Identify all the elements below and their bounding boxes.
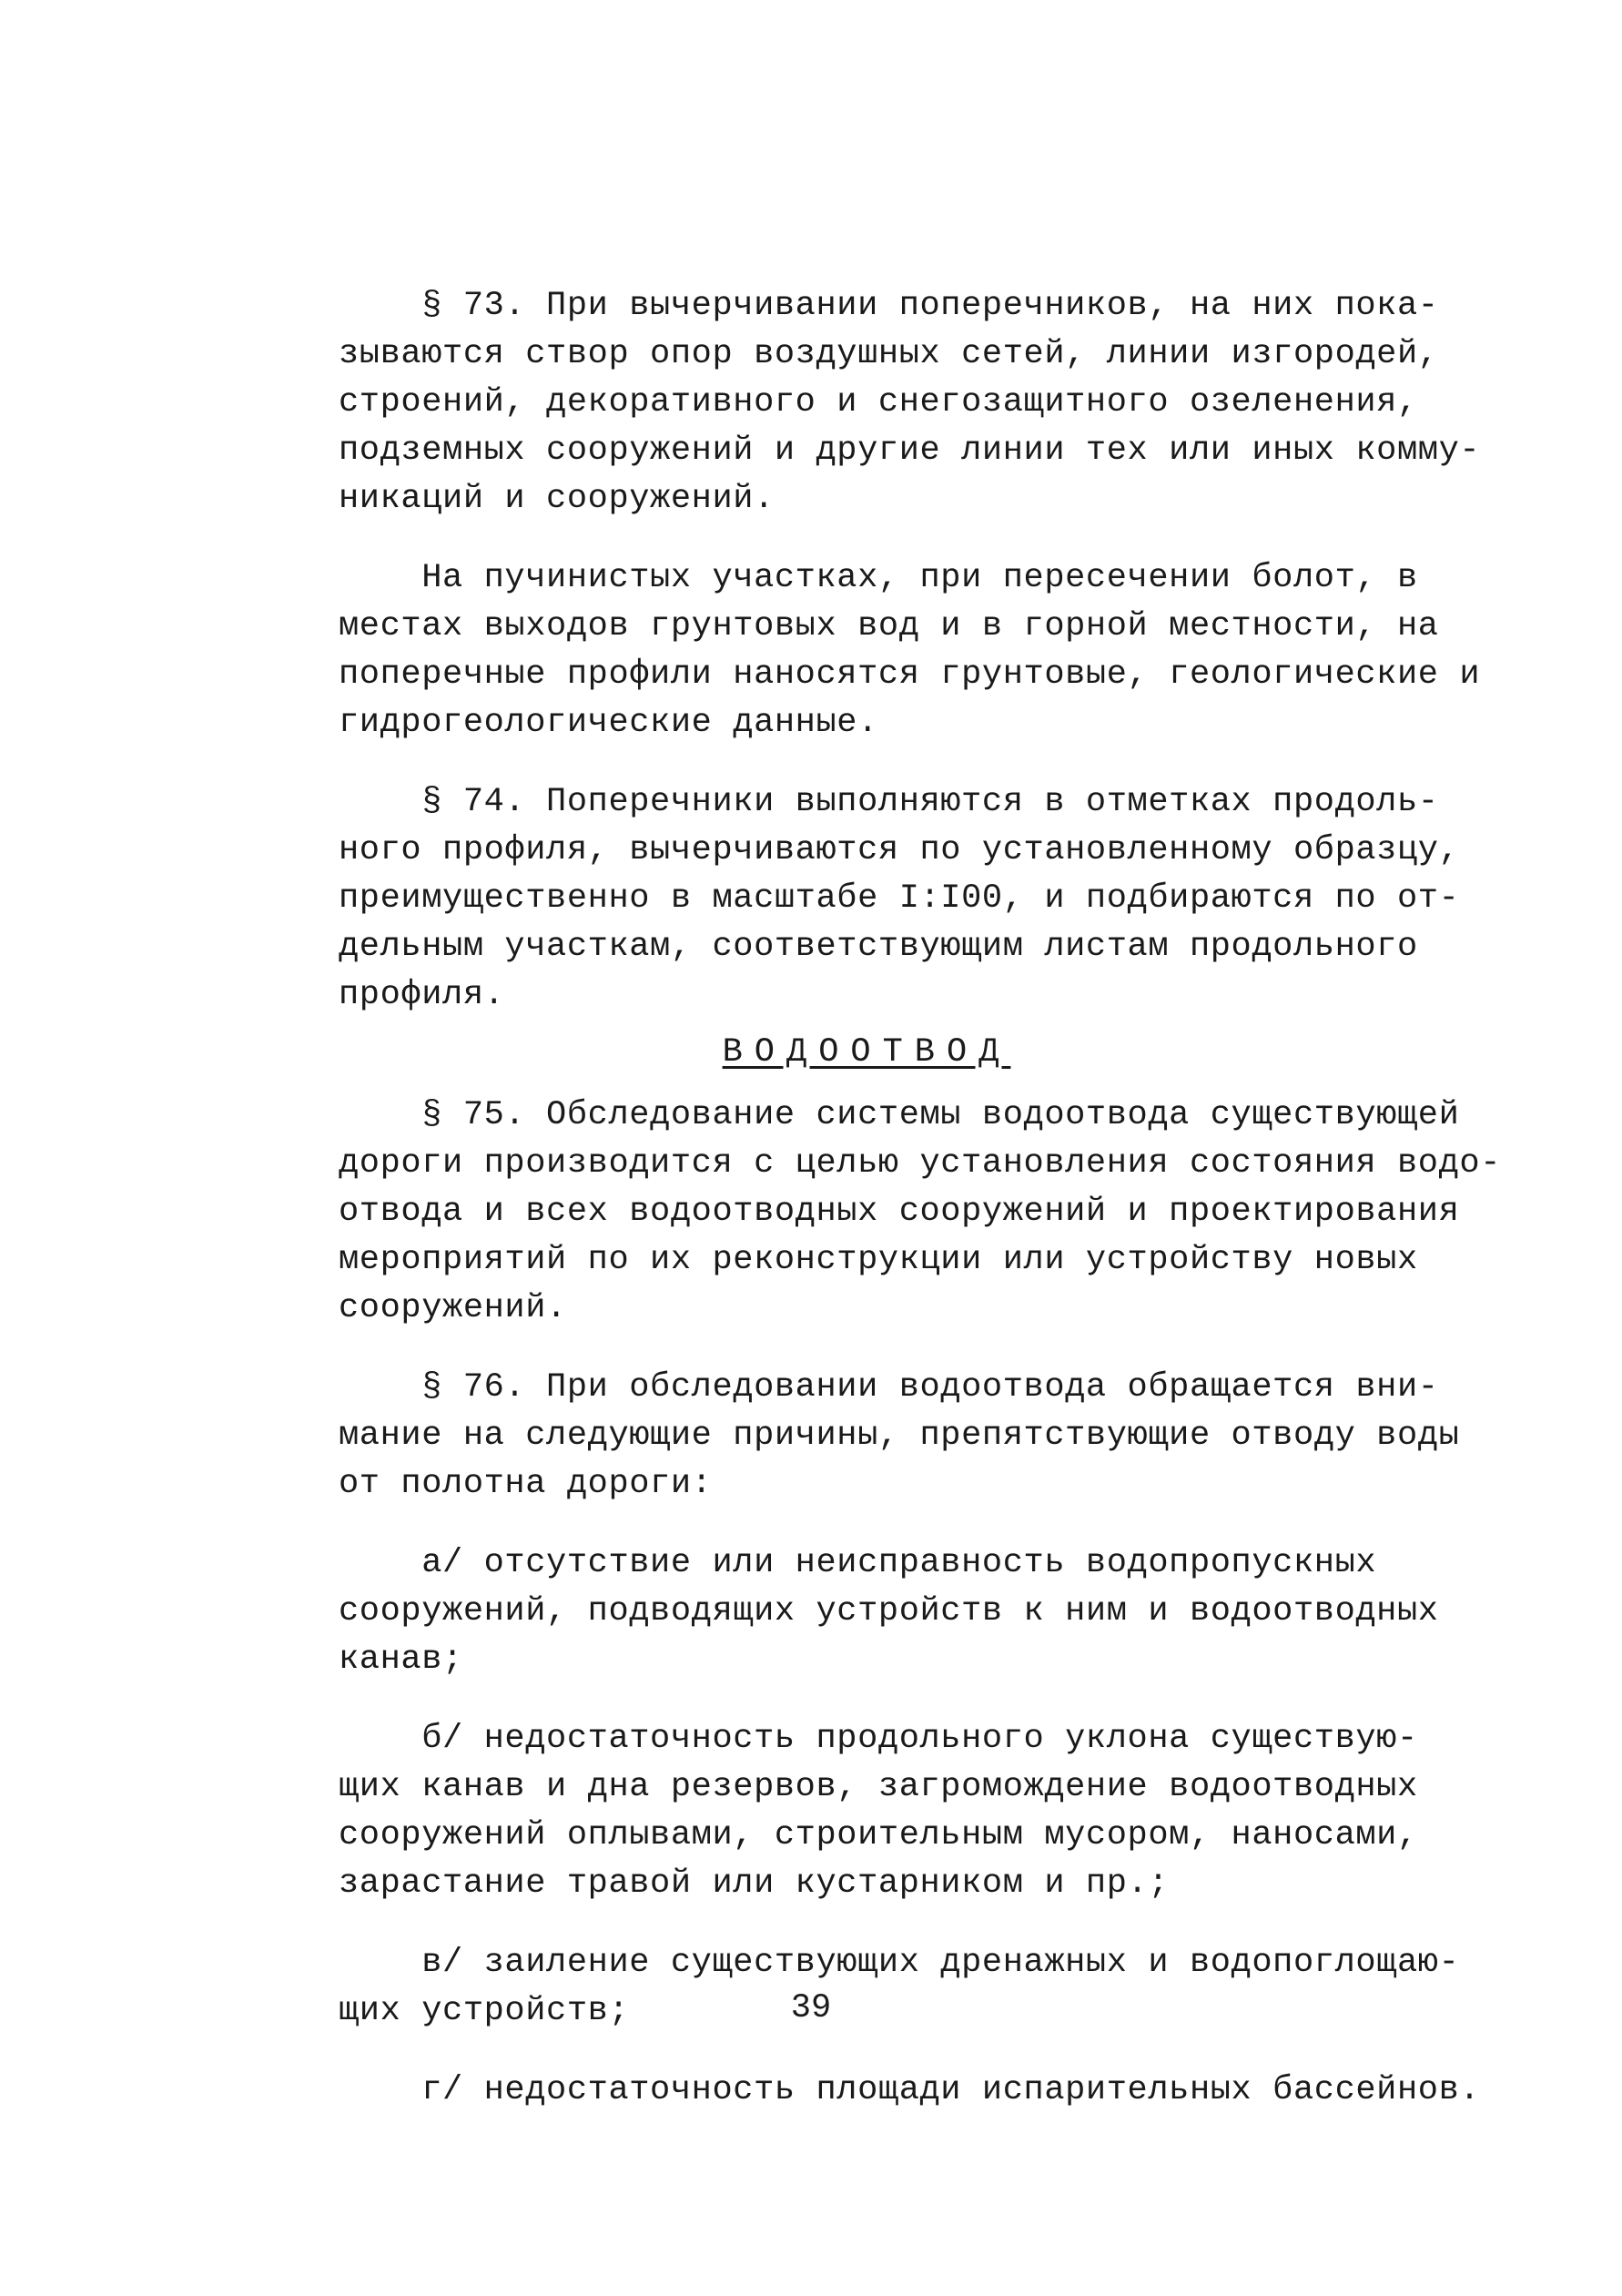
body-text xyxy=(339,282,1502,2146)
text-line: гидрогеологические данные. xyxy=(339,704,878,742)
text-line: зарастание травой или кустарником и пр.; xyxy=(339,1864,1170,1903)
paragraph xyxy=(339,1364,1460,1509)
text-line: подземных сооружений и другие линии тех или иных комму- xyxy=(339,432,1481,470)
paragraph xyxy=(339,282,1481,523)
text-line: сооружений, подводящих устройств к ним и водоотводных xyxy=(339,1592,1439,1631)
text-line: § 75. Обследование системы водоотвода существующей xyxy=(339,1096,1460,1134)
text-line: поперечные профили наносятся грунтовые, геологические и xyxy=(339,655,1481,694)
text-line: На пучинистых участках, при пересечении болот, в xyxy=(339,559,1418,597)
text-line: сооружений оплывами, строительным мусором, наносами, xyxy=(339,1816,1418,1854)
text-line: от полотна дороги: xyxy=(339,1465,713,1503)
paragraph xyxy=(339,2067,1481,2115)
text-line: а/ отсутствие или неисправность водопропускных xyxy=(339,1544,1377,1582)
text-line: сооружений. xyxy=(339,1289,567,1327)
paragraph xyxy=(339,1539,1439,1684)
text-line: щих канав и дна резервов, загромождение водоотводных xyxy=(339,1768,1418,1806)
text-line: никаций и сооружений. xyxy=(339,480,775,518)
text-line: § 76. При обследовании водоотвода обращается вни- xyxy=(339,1368,1439,1407)
text-line: отвода и всех водоотводных сооружений и проектирования xyxy=(339,1193,1460,1231)
text-line: зываются створ опор воздушных сетей, линии изгородей, xyxy=(339,335,1439,373)
text-line: канав; xyxy=(339,1641,463,1679)
page-number: 39 xyxy=(790,1989,832,2027)
text-line: г/ недостаточность площади испарительных бассейнов. xyxy=(339,2071,1481,2109)
text-line: § 74. Поперечники выполняются в отметках продоль- xyxy=(339,783,1439,821)
text-line: ного профиля, вычерчиваются по установленному образцу, xyxy=(339,831,1460,869)
paragraph xyxy=(339,1715,1418,1908)
text-line: § 73. При вычерчивании поперечников, на них пока- xyxy=(339,287,1439,325)
paragraph xyxy=(339,778,1460,1020)
text-line: преимущественно в масштабе I:I00, и подбираются по от- xyxy=(339,879,1460,918)
text-line: щих устройств; xyxy=(339,1992,630,2030)
text-line: дороги производится с целью установления состояния водо- xyxy=(339,1144,1502,1183)
text-line: профиля. xyxy=(339,976,505,1014)
text-line: строений, декоративного и снегозащитного озеленения, xyxy=(339,383,1418,422)
section-before-heading xyxy=(339,282,1481,1020)
text-line: мание на следующие причины, препятствующие отводу воды xyxy=(339,1417,1460,1455)
text-line: б/ недостаточность продольного уклона существую- xyxy=(339,1720,1418,1758)
paragraph xyxy=(339,554,1481,747)
text-line: мероприятий по их реконструкции или устройству новых xyxy=(339,1241,1418,1279)
section-heading: ВОДООТВОД xyxy=(722,1033,1011,1072)
text-line: дельным участкам, соответствующим листам продольного xyxy=(339,928,1418,966)
paragraph xyxy=(339,1092,1502,1333)
text-line: в/ заиление существующих дренажных и водопоглощаю- xyxy=(339,1944,1460,1982)
text-line: местах выходов грунтовых вод и в горной местности, на xyxy=(339,607,1439,645)
heading-wrap xyxy=(339,1029,1394,1077)
section-after-heading xyxy=(339,1092,1502,2115)
